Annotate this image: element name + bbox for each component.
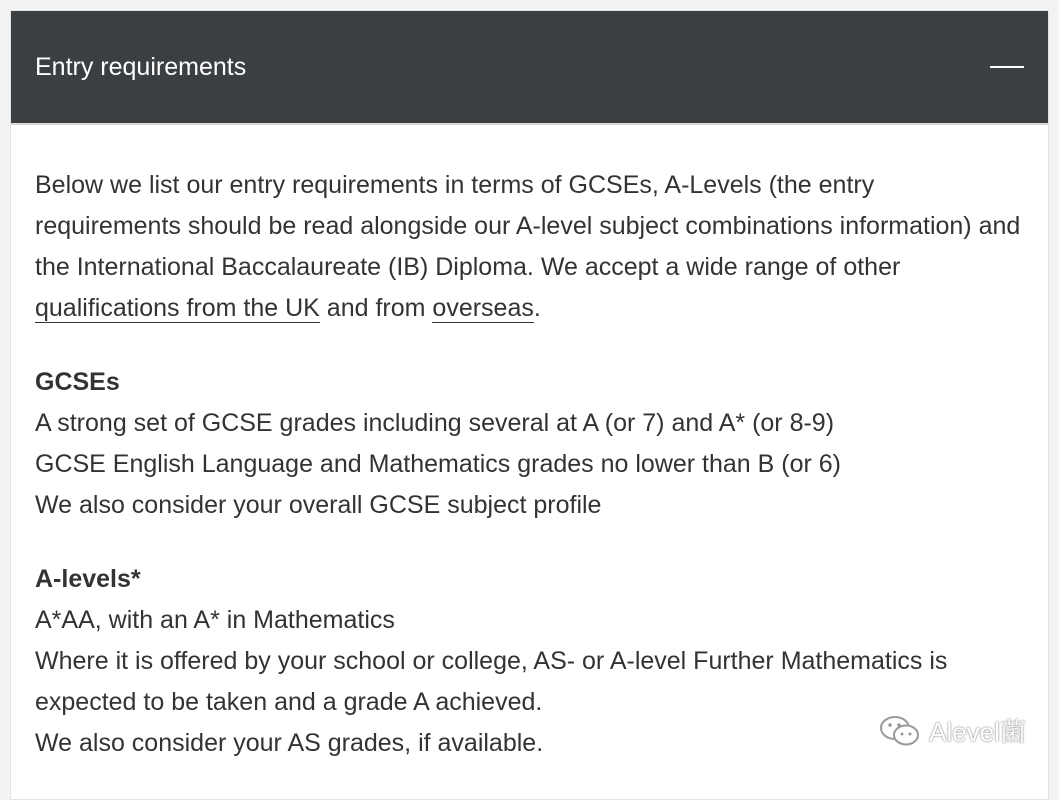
watermark — [879, 712, 1026, 749]
gcse-line: We also consider your overall GCSE subject profile — [35, 491, 602, 519]
link-qualifications-uk[interactable]: qualifications from the UK — [35, 294, 320, 322]
minus-icon — [990, 66, 1024, 68]
accordion-title: Entry requirements — [35, 52, 247, 81]
alevels-title: A-levels* — [35, 565, 141, 593]
link-overseas[interactable]: overseas — [432, 294, 534, 322]
intro-paragraph — [35, 165, 1024, 329]
intro-text-2: and from — [319, 294, 433, 322]
gcse-section — [35, 362, 1024, 526]
intro-text-1: Below we list our entry requirements in terms of GCSEs, A-Levels (the entry requirements should be read alongside our A-level subject combinations information) and the International Baccalaureate (IB) Diploma. We accept a wide range of other — [35, 171, 1021, 281]
watermark-text: Alevel菌 — [929, 717, 1026, 747]
alevels-line: Where it is offered by your school or college, AS- or A-level Further Mathematics is expected to be taken and a grade A achieved. — [35, 647, 948, 716]
accordion-content — [11, 125, 1048, 764]
gcse-line: A strong set of GCSE grades including several at A (or 7) and A* (or 8-9) — [35, 409, 835, 437]
gcse-line: GCSE English Language and Mathematics grades no lower than B (or 6) — [35, 450, 842, 478]
intro-text-3: . — [533, 294, 541, 322]
alevels-line: We also consider your AS grades, if available. — [35, 729, 544, 757]
accordion-header[interactable] — [11, 11, 1048, 125]
entry-requirements-panel — [10, 10, 1049, 800]
gcse-title: GCSEs — [35, 368, 120, 396]
wechat-icon — [879, 714, 921, 748]
alevels-line: A*AA, with an A* in Mathematics — [35, 606, 395, 634]
alevels-section — [35, 559, 1024, 764]
collapse-button[interactable] — [990, 52, 1024, 82]
